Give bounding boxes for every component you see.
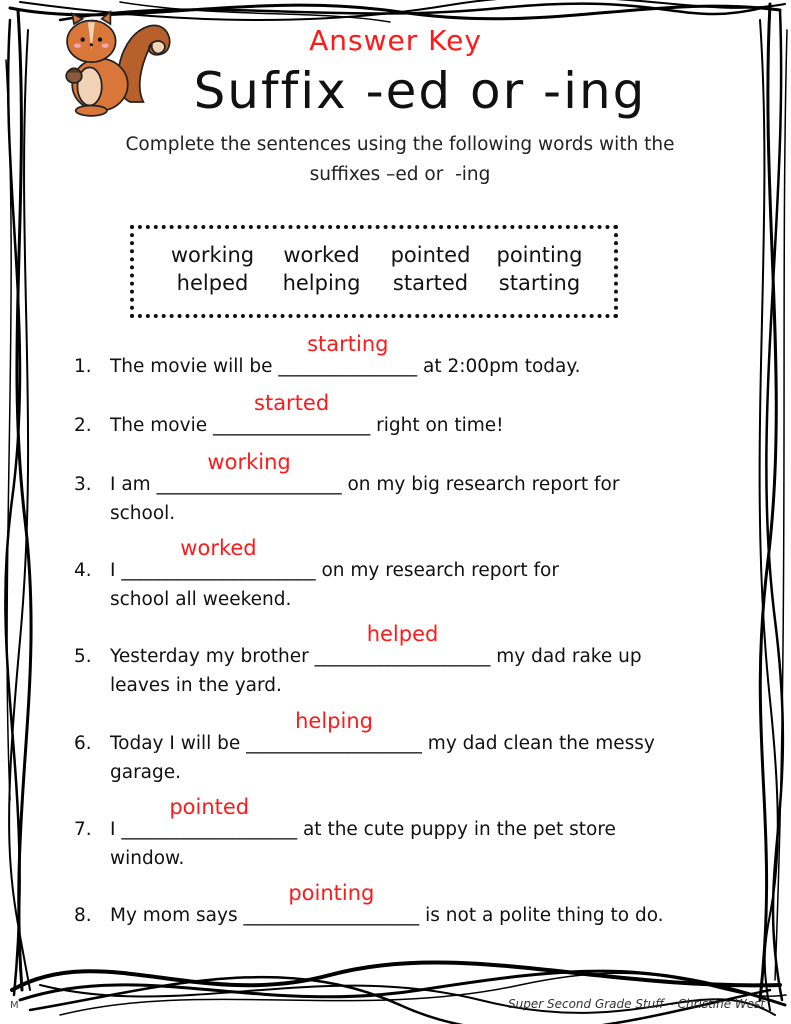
instructions [80, 130, 720, 190]
word-bank-item: pointing [496, 243, 583, 267]
answer-text: working [207, 450, 291, 474]
question-text-before: I [110, 560, 122, 581]
question-text-after: right on time! [370, 415, 504, 436]
question-number: 4. [74, 560, 92, 581]
answer-text: worked [180, 536, 257, 560]
answer-blank [121, 536, 316, 585]
question-text-after: my dad rake up [490, 646, 642, 667]
question-text-before: I [110, 819, 122, 840]
footer-mark: M [10, 1000, 19, 1011]
answer-text: helped [366, 622, 439, 646]
question-5 [74, 622, 734, 700]
answer-text: pointed [169, 795, 250, 819]
question-number: 6. [74, 733, 92, 754]
word-bank-item: pointed [390, 243, 471, 267]
question-text-after: my dad clean the messy [421, 733, 655, 754]
answer-text: started [254, 391, 330, 415]
question-number: 7. [74, 819, 92, 840]
answer-blank [243, 881, 420, 930]
question-text-after: is not a polite thing to do. [419, 905, 664, 926]
question-number: 2. [74, 415, 92, 436]
question-1 [74, 332, 734, 381]
word-bank-item: worked [283, 243, 360, 267]
word-bank-item: starting [498, 271, 581, 295]
answer-blank [314, 622, 491, 671]
answer-text: starting [307, 332, 389, 356]
word-bank-item: started [392, 271, 469, 295]
question-6 [74, 709, 734, 787]
instructions-line-2: suffixes –ed or -ing [309, 164, 491, 185]
answer-key-label: Answer Key [309, 24, 482, 57]
answer-text: pointing [288, 881, 375, 905]
question-text-after: at 2:00pm today. [417, 356, 581, 377]
word-bank-grid [158, 243, 594, 295]
word-bank-item: helping [282, 271, 361, 295]
answer-blank [156, 450, 342, 499]
squirrel-illustration [48, 4, 178, 122]
instructions-line-1: Complete the sentences using the following words with the [125, 134, 675, 155]
blank-line: ___________________ [246, 733, 422, 754]
question-4 [74, 536, 734, 614]
word-bank-box [130, 225, 618, 318]
question-text-before: Yesterday my brother [110, 646, 315, 667]
question-continuation: school all weekend. [110, 589, 292, 610]
question-text-after: at the cute puppy in the pet store [297, 819, 616, 840]
question-number: 3. [74, 474, 92, 495]
question-number: 5. [74, 646, 92, 667]
question-text-before: Today I will be [110, 733, 247, 754]
blank-line: _________________ [212, 415, 371, 436]
question-8 [74, 881, 734, 930]
blank-line: ____________________ [156, 474, 342, 495]
question-2 [74, 391, 734, 440]
question-number: 1. [74, 356, 92, 377]
question-text-before: I am [110, 474, 157, 495]
blank-line: ___________________ [121, 819, 298, 840]
word-bank-item: working [170, 243, 255, 267]
question-text-after: on my big research report for [341, 474, 620, 495]
question-text-after: on my research report for [315, 560, 559, 581]
answer-blank [212, 391, 371, 440]
question-continuation: school. [110, 503, 176, 524]
answer-blank [246, 709, 422, 758]
blank-line: ___________________ [314, 646, 491, 667]
footer-credit: Super Second Grade Stuff – Christine West [508, 997, 766, 1011]
question-text-before: My mom says [110, 905, 244, 926]
blank-line: _____________________ [121, 560, 316, 581]
question-continuation: window. [110, 848, 185, 869]
question-7 [74, 795, 734, 873]
question-text-before: The movie [110, 415, 213, 436]
question-continuation: leaves in the yard. [110, 675, 282, 696]
answer-blank [121, 795, 298, 844]
question-number: 8. [74, 905, 92, 926]
blank-line: ___________________ [243, 905, 420, 926]
answer-blank [278, 332, 418, 381]
answer-text: helping [295, 709, 373, 733]
blank-line: _______________ [278, 356, 418, 377]
question-continuation: garage. [110, 762, 182, 783]
word-bank-item: helped [176, 271, 249, 295]
question-3 [74, 450, 734, 528]
page-title: Suffix -ed or -ing [193, 62, 647, 120]
question-text-before: The movie will be [110, 356, 279, 377]
